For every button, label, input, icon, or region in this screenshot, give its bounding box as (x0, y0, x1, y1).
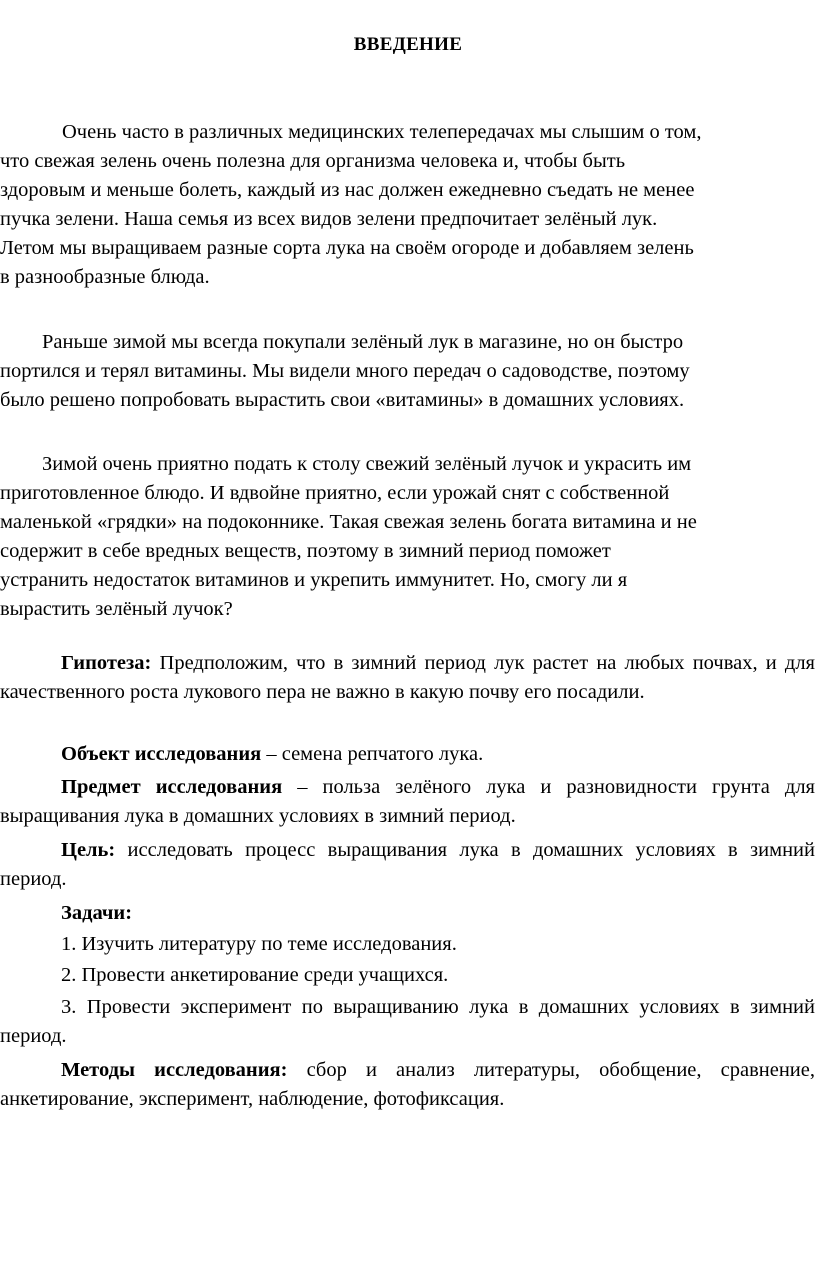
paragraph-line: приготовленное блюдо. И вдвойне приятно, если урожай снят с собственной (0, 482, 670, 504)
methods-text: сбор и анализ литературы, обобщение, сравнение, анкетирование, эксперимент, наблюдение, фотофиксация. (0, 1059, 815, 1110)
hypothesis-paragraph (0, 649, 815, 707)
subject-text: – польза зелёного лука и разновидности грунта для выращивания лука в домашних условиях в зимний период. (0, 776, 815, 827)
object-paragraph (0, 740, 815, 769)
goal-text: исследовать процесс выращивания лука в домашних условиях в зимний период. (0, 839, 815, 890)
paragraph-line: пучка зелени. Наша семья из всех видов зелени предпочитает зелёный лук. (0, 208, 658, 230)
paragraph-line: Очень часто в различных медицинских телепередачах мы слышим о том, (62, 121, 702, 143)
subject-label: Предмет исследования (61, 776, 283, 798)
paragraph-line: вырастить зелёный лучок? (0, 598, 233, 620)
subject-paragraph (0, 773, 815, 831)
methods-paragraph (0, 1056, 815, 1114)
paragraph-line: было решено попробовать вырастить свои «витамины» в домашних условиях. (0, 389, 685, 411)
paragraph-line: Зимой очень приятно подать к столу свежий зелёный лучок и украсить им (42, 453, 692, 475)
tasks-label: Задачи: (61, 902, 133, 924)
paragraph-line: устранить недостаток витаминов и укрепить иммунитет. Но, смогу ли я (0, 569, 628, 591)
intro-paragraph-3 (0, 450, 815, 624)
paragraph-line: здоровым и меньше болеть, каждый из нас должен ежедневно съедать не менее (0, 179, 695, 201)
object-text: – семена репчатого лука. (261, 743, 484, 765)
goal-paragraph (0, 836, 815, 894)
task-item: 1. Изучить литературу по теме исследования. (61, 933, 457, 955)
object-label: Объект исследования (61, 743, 262, 765)
paragraph-line: что свежая зелень очень полезна для организма человека и, чтобы быть (0, 150, 626, 172)
paragraph-line: маленькой «грядки» на подоконнике. Такая свежая зелень богата витамина и не (0, 511, 697, 533)
tasks-heading (61, 899, 132, 928)
hypothesis-label: Гипотеза: (61, 652, 152, 674)
intro-paragraph-2 (0, 328, 815, 415)
task-item-text: 3. Провести эксперимент по выращиванию лука в домашних условиях в зимний период. (0, 996, 815, 1047)
paragraph-line: Летом мы выращиваем разные сорта лука на своём огороде и добавляем зелень (0, 237, 694, 259)
task-item (0, 993, 815, 1051)
page-title: ВВЕДЕНИЕ (353, 34, 463, 55)
task-item: 2. Провести анкетирование среди учащихся. (61, 964, 449, 986)
goal-label: Цель: (61, 839, 116, 861)
paragraph-line: содержит в себе вредных веществ, поэтому в зимний период поможет (0, 540, 611, 562)
paragraph-line: портился и терял витамины. Мы видели много передач о садоводстве, поэтому (0, 360, 690, 382)
intro-paragraph-1 (0, 118, 815, 292)
methods-label: Методы исследования: (61, 1059, 288, 1081)
hypothesis-text: Предположим, что в зимний период лук растет на любых почвах, и для качественного роста лукового пера не важно в какую почву его посадили. (0, 652, 815, 703)
paragraph-line: Раньше зимой мы всегда покупали зелёный лук в магазине, но он быстро (42, 331, 684, 353)
paragraph-line: в разнообразные блюда. (0, 266, 210, 288)
